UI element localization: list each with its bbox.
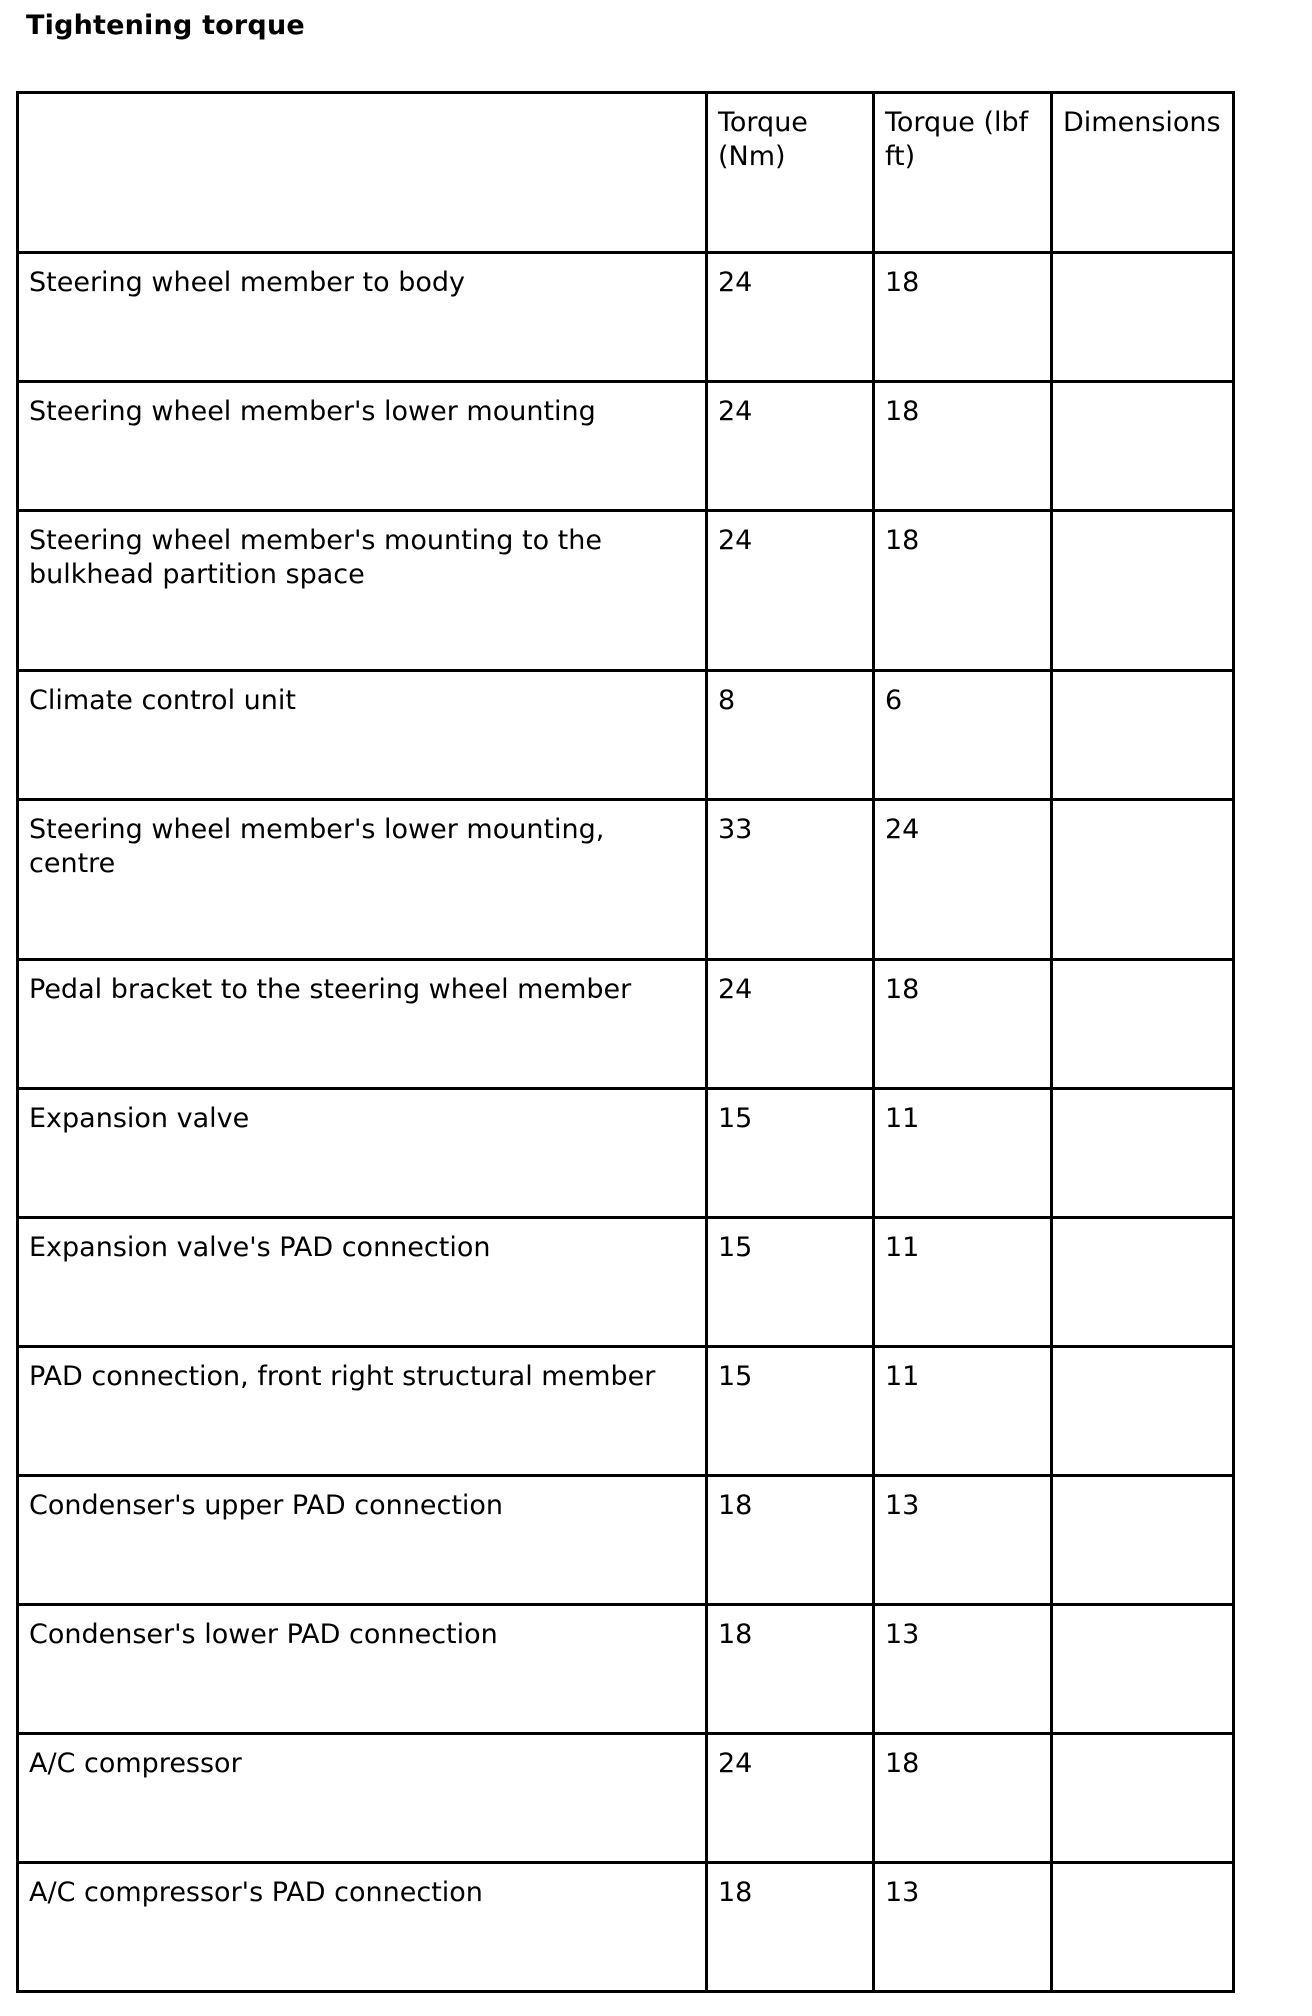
table-row <box>18 960 1234 1089</box>
cell-item: Steering wheel member's lower mounting, centre <box>18 800 707 960</box>
cell-dimensions <box>1052 960 1234 1089</box>
table-header-row <box>18 93 1234 253</box>
cell-item: Expansion valve <box>18 1089 707 1218</box>
cell-dimensions <box>1052 1218 1234 1347</box>
cell-torque-nm: 15 <box>707 1218 874 1347</box>
cell-dimensions <box>1052 1476 1234 1605</box>
cell-torque-lbf-ft: 18 <box>874 511 1052 671</box>
cell-torque-nm: 24 <box>707 511 874 671</box>
cell-dimensions <box>1052 1605 1234 1734</box>
cell-dimensions <box>1052 800 1234 960</box>
cell-item: Steering wheel member's lower mounting <box>18 382 707 511</box>
cell-torque-nm: 24 <box>707 1734 874 1863</box>
table-row <box>18 800 1234 960</box>
table-row <box>18 382 1234 511</box>
cell-torque-nm: 18 <box>707 1863 874 1992</box>
table-row <box>18 1863 1234 1992</box>
cell-dimensions <box>1052 1089 1234 1218</box>
header-torque-nm: Torque (Nm) <box>707 93 874 253</box>
cell-dimensions <box>1052 1734 1234 1863</box>
cell-torque-lbf-ft: 11 <box>874 1347 1052 1476</box>
header-dimensions: Dimensions <box>1052 93 1234 253</box>
cell-dimensions <box>1052 1863 1234 1992</box>
cell-torque-lbf-ft: 24 <box>874 800 1052 960</box>
cell-item: A/C compressor's PAD connection <box>18 1863 707 1992</box>
cell-torque-lbf-ft: 18 <box>874 1734 1052 1863</box>
cell-item: PAD connection, front right structural member <box>18 1347 707 1476</box>
table-row <box>18 1089 1234 1218</box>
cell-item: A/C compressor <box>18 1734 707 1863</box>
cell-torque-nm: 24 <box>707 382 874 511</box>
cell-torque-lbf-ft: 13 <box>874 1863 1052 1992</box>
cell-torque-nm: 15 <box>707 1089 874 1218</box>
table-row <box>18 253 1234 382</box>
header-item <box>18 93 707 253</box>
table-row <box>18 1218 1234 1347</box>
cell-item: Climate control unit <box>18 671 707 800</box>
cell-torque-lbf-ft: 13 <box>874 1476 1052 1605</box>
cell-torque-nm: 24 <box>707 253 874 382</box>
page-title: Tightening torque <box>26 10 305 41</box>
cell-torque-nm: 18 <box>707 1476 874 1605</box>
torque-table <box>16 91 1235 1993</box>
cell-dimensions <box>1052 1347 1234 1476</box>
cell-torque-nm: 8 <box>707 671 874 800</box>
cell-dimensions <box>1052 671 1234 800</box>
cell-torque-lbf-ft: 18 <box>874 960 1052 1089</box>
cell-dimensions <box>1052 382 1234 511</box>
table-row <box>18 1605 1234 1734</box>
cell-torque-lbf-ft: 11 <box>874 1218 1052 1347</box>
table-row <box>18 1347 1234 1476</box>
cell-torque-nm: 18 <box>707 1605 874 1734</box>
cell-item: Condenser's lower PAD connection <box>18 1605 707 1734</box>
cell-dimensions <box>1052 511 1234 671</box>
cell-torque-lbf-ft: 13 <box>874 1605 1052 1734</box>
cell-torque-lbf-ft: 6 <box>874 671 1052 800</box>
cell-item: Expansion valve's PAD connection <box>18 1218 707 1347</box>
cell-dimensions <box>1052 253 1234 382</box>
table-row <box>18 671 1234 800</box>
cell-torque-nm: 15 <box>707 1347 874 1476</box>
header-torque-lbf-ft: Torque (lbf ft) <box>874 93 1052 253</box>
table-row <box>18 1476 1234 1605</box>
cell-torque-lbf-ft: 18 <box>874 253 1052 382</box>
cell-torque-nm: 33 <box>707 800 874 960</box>
cell-torque-nm: 24 <box>707 960 874 1089</box>
cell-item: Pedal bracket to the steering wheel member <box>18 960 707 1089</box>
cell-item: Steering wheel member's mounting to the bulkhead partition space <box>18 511 707 671</box>
cell-torque-lbf-ft: 11 <box>874 1089 1052 1218</box>
cell-item: Steering wheel member to body <box>18 253 707 382</box>
table-row <box>18 511 1234 671</box>
table-row <box>18 1734 1234 1863</box>
cell-torque-lbf-ft: 18 <box>874 382 1052 511</box>
cell-item: Condenser's upper PAD connection <box>18 1476 707 1605</box>
